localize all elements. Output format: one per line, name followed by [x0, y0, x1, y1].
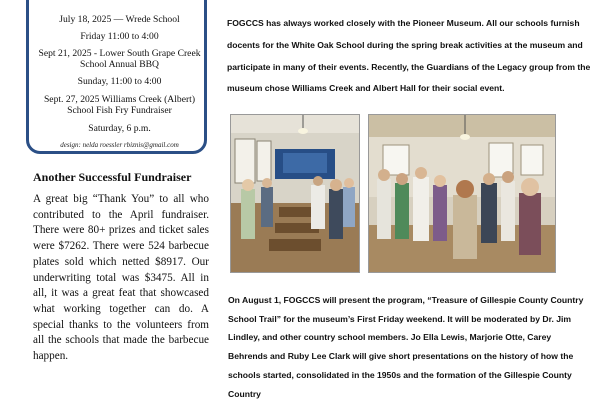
schedule-line: Sept. 27, 2025 Williams Creek (Albert)	[43, 94, 196, 105]
hall-crowd-image	[369, 115, 555, 272]
schedule-line: July 18, 2025 — Wrede School	[59, 14, 180, 25]
hall-photo-right	[368, 114, 556, 273]
museum-paragraph: FOGCCS has always worked closely with the Pioneer Museum. All our schools furnish docents for the White Oak School during the spring break activities at the museum and participate in many of their events. Recently, the Guardians of the Legacy group from the museum chose Williams Creek and Albert Hall for their social event.	[227, 18, 591, 94]
program-paragraph: On August 1, FOGCCS will present the program, “Treasure of Gillespie County Country School Trail” for the museum’s First Friday weekend. It will be moderated by Dr. Jim Lindley, and other country school members. Jo Ella Lewis, Marjorie Otte, Carey Behrends and Ruby Lee Clark will give short presentations on the history of how the schools started, consolidated in the 1950s and the formation of the Gillespie County Country	[228, 295, 584, 399]
schedule-line: School Annual BBQ	[80, 59, 159, 70]
schedule-line: Sunday, 11:00 to 4:00	[77, 76, 162, 87]
left-article-body: A great big “Thank You” to all who contributed to the April fundraiser. There were 80+ prizes and ticket sales were $7262. There were 524 barbecue plates sold which netted $8917. Our underwriting total was $3475. All in all, it was a great feat that showcased what working together can do. A special thanks to the volunteers from all the schools that made the barbecue happen.	[33, 193, 209, 363]
schedule-line: Friday 11:00 to 4:00	[80, 31, 159, 42]
schedule-line: Saturday, 6 p.m.	[88, 123, 151, 134]
left-article-title: Another Successful Fundraiser	[33, 170, 192, 184]
schoolhouse-interior-image	[231, 115, 359, 272]
schedule-line: School Fish Fry Fundraiser	[67, 105, 172, 116]
schedule-line: Sept 21, 2025 - Lower South Grape Creek	[38, 48, 201, 59]
schedule-box	[26, 0, 207, 154]
schoolhouse-photo-left	[230, 114, 360, 273]
designer-credit: design: nelda roessler rbiznis@gmail.com	[60, 141, 179, 149]
